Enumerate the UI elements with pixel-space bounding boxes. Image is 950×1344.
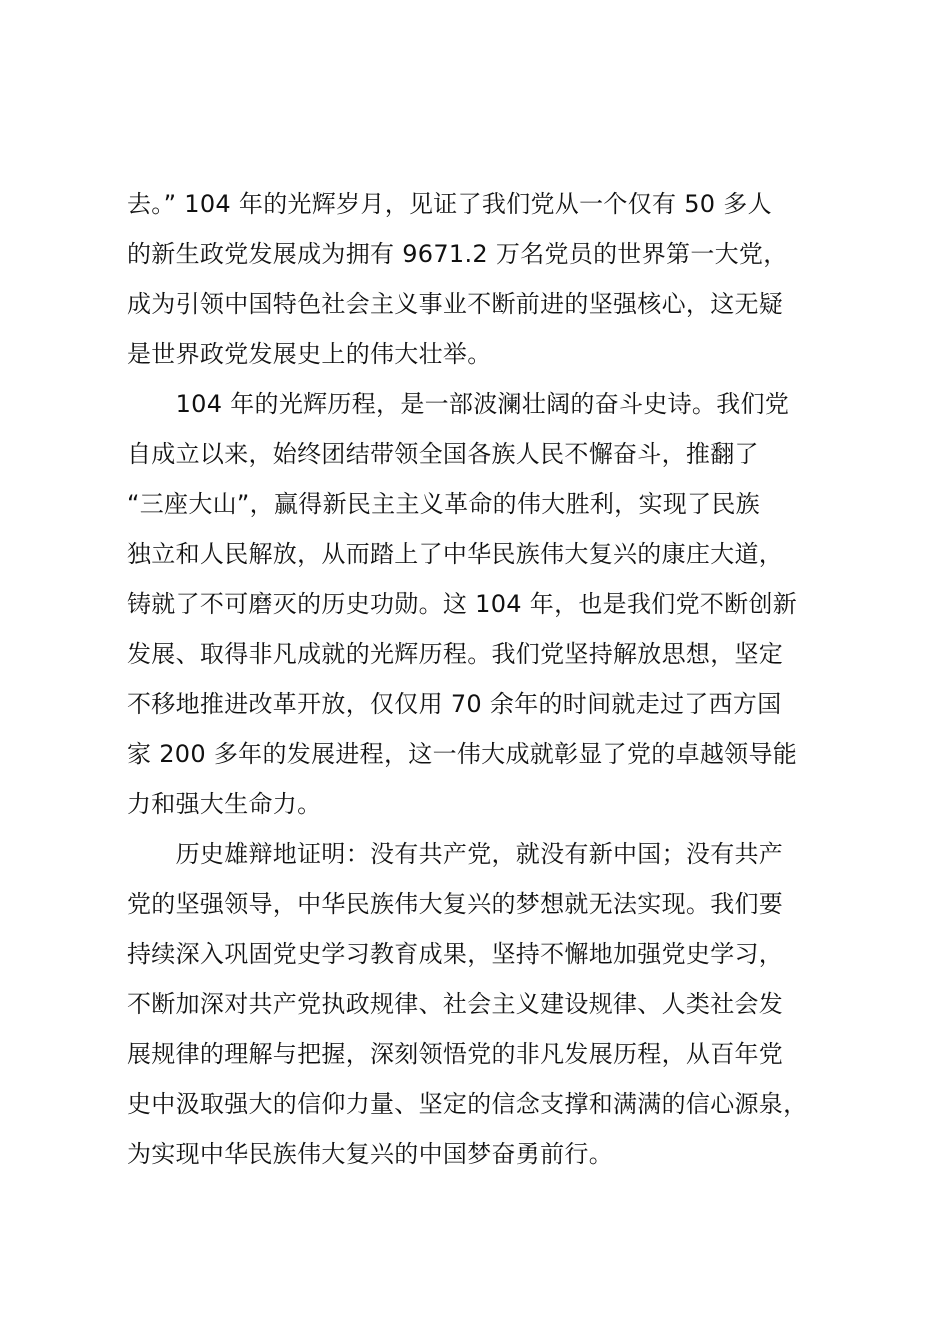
text-line: 独立和人民解放，从而踏上了中华民族伟大复兴的康庄大道， bbox=[127, 540, 784, 568]
paragraph-1 bbox=[127, 179, 847, 379]
body-text bbox=[127, 179, 847, 1179]
text-line: 是世界政党发展史上的伟大壮举。 bbox=[127, 340, 492, 368]
text-line: 去。” 104 年的光辉岁月，见证了我们党从一个仅有 50 多人 bbox=[127, 190, 772, 218]
text-line: 党的坚强领导，中华民族伟大复兴的梦想就无法实现。我们要 bbox=[127, 890, 784, 918]
paragraph-2 bbox=[127, 379, 847, 829]
text-line: 104 年的光辉历程，是一部波澜壮阔的奋斗史诗。我们党 bbox=[127, 390, 790, 418]
text-line: 成为引领中国特色社会主义事业不断前进的坚强核心，这无疑 bbox=[127, 290, 784, 318]
text-line: 家 200 多年的发展进程，这一伟大成就彰显了党的卓越领导能 bbox=[127, 740, 798, 768]
text-line: 历史雄辩地证明：没有共产党，就没有新中国；没有共产 bbox=[127, 840, 784, 868]
text-line: 的新生政党发展成为拥有 9671.2 万名党员的世界第一大党， bbox=[127, 240, 788, 268]
text-line: 发展、取得非凡成就的光辉历程。我们党坚持解放思想，坚定 bbox=[127, 640, 784, 668]
text-line: “三座大山”，赢得新民主主义革命的伟大胜利，实现了民族 bbox=[127, 490, 760, 518]
text-line: 史中汲取强大的信仰力量、坚定的信念支撑和满满的信心源泉， bbox=[127, 1090, 808, 1118]
text-line: 不断加深对共产党执政规律、社会主义建设规律、人类社会发 bbox=[127, 990, 784, 1018]
text-line: 力和强大生命力。 bbox=[127, 790, 322, 818]
text-line: 不移地推进改革开放，仅仅用 70 余年的时间就走过了西方国 bbox=[127, 690, 782, 718]
paragraph-3 bbox=[127, 829, 847, 1179]
text-line: 自成立以来，始终团结带领全国各族人民不懈奋斗，推翻了 bbox=[127, 440, 759, 468]
text-line: 展规律的理解与把握，深刻领悟党的非凡发展历程，从百年党 bbox=[127, 1040, 784, 1068]
text-line: 为实现中华民族伟大复兴的中国梦奋勇前行。 bbox=[127, 1140, 613, 1168]
text-line: 铸就了不可磨灭的历史功勋。这 104 年，也是我们党不断创新 bbox=[127, 590, 798, 618]
text-line: 持续深入巩固党史学习教育成果，坚持不懈地加强党史学习， bbox=[127, 940, 784, 968]
